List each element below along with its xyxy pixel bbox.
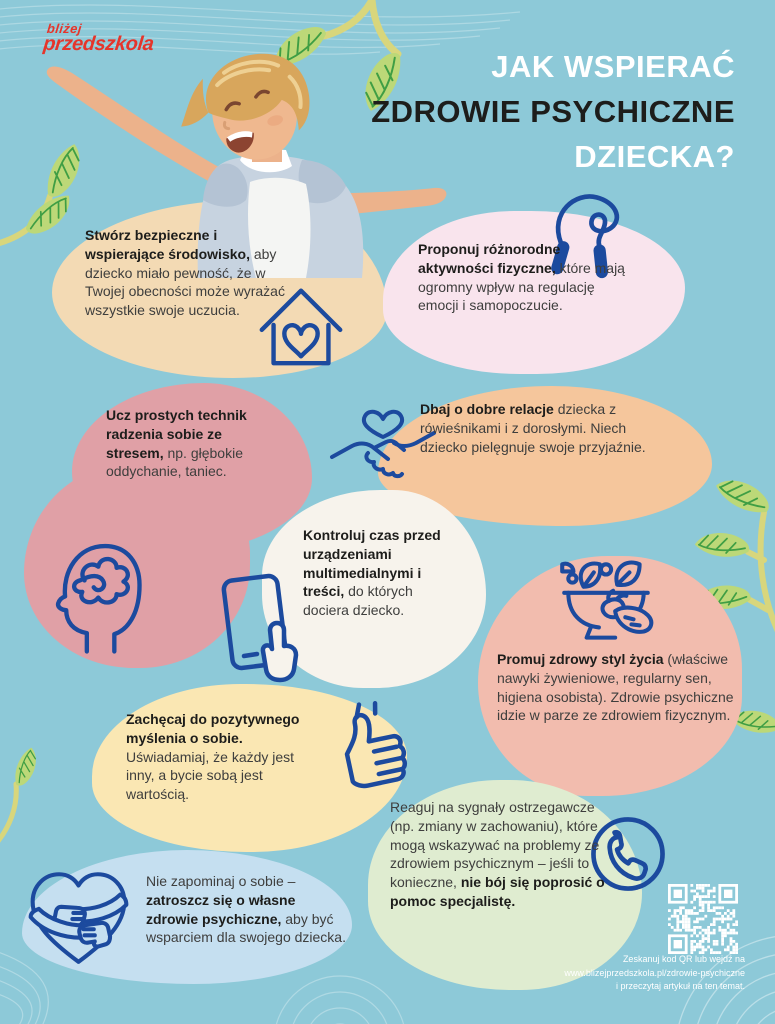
card-positive-thinking-text: Zachęcaj do pozytywnego myślenia o sobie. Uświadamiaj, że każdy jest inny, a bycie sobą jest wartością.	[126, 711, 300, 802]
page-title	[371, 44, 735, 179]
card-stress-techniques-text: Ucz prostych technik radzenia sobie ze stresem, np. głębokie oddychanie, taniec.	[106, 407, 247, 480]
footer-note	[564, 953, 745, 994]
footer-line1: Zeskanuj kod QR lub wejdź na	[622, 954, 745, 964]
card-warning-signals-text: Reaguj na sygnały ostrzegawcze (np. zmiany w zachowaniu), które mogą wskazywać na problemy ze zdrowiem psychicznym – jeśli to konieczne, nie bój się poprosić o pomoc specjalistę.	[390, 799, 605, 909]
page-title-line2: ZDROWIE PSYCHICZNE	[371, 94, 735, 129]
card-good-relationships-text: Dbaj o dobre relacje dziecka z rówieśnikami i z dorosłymi. Niech dziecko pielęgnuje swoje przyjaźnie.	[420, 401, 646, 455]
card-healthy-lifestyle-text: Promuj zdrowy styl życia (właściwe nawyki żywieniowe, regularny sen, higiena osobista). Zdrowie psychiczne idzie w parze ze zdrowiem fizycznym.	[497, 651, 734, 724]
heart-hug-icon	[20, 860, 138, 972]
leaf-branch-left-lower	[0, 746, 44, 846]
salad-bowl-icon	[550, 550, 662, 656]
page-title-line3: DZIECKA?	[574, 139, 735, 174]
card-physical-activity-text: Proponuj różnorodne aktywności fizyczne, które mają ogromny wpływ na regulację emocji i samopoczucie.	[418, 241, 625, 314]
head-brain-icon	[36, 530, 156, 656]
page-title-line1: JAK WSPIERAĆ	[491, 49, 735, 84]
card-safe-environment-text: Stwórz bezpieczne i wspierające środowisko, aby dziecko miało pewność, że w Twojej obecności może wyrażać wszystkie swoje uczucia.	[85, 227, 285, 318]
footer-line3: i przeczytaj artykuł na ten temat.	[615, 981, 745, 991]
logo-line2: przedszkola	[42, 33, 155, 55]
qr-code	[668, 884, 738, 954]
logo	[42, 22, 155, 54]
footer-line2: www.blizejprzedszkola.pl/zdrowie-psychiczne	[564, 967, 745, 978]
tablet-touch-icon	[218, 566, 308, 686]
logo-line1: bliżej	[46, 21, 83, 36]
thumbs-up-icon	[316, 692, 418, 802]
card-screen-time-text: Kontroluj czas przed urządzeniami multimedialnymi i treści, do których dociera dziecko.	[303, 527, 441, 618]
card-self-care-text: Nie zapominaj o sobie – zatroszcz się o własne zdrowie psychiczne, aby być wsparciem dla swojego dziecka.	[146, 873, 346, 946]
